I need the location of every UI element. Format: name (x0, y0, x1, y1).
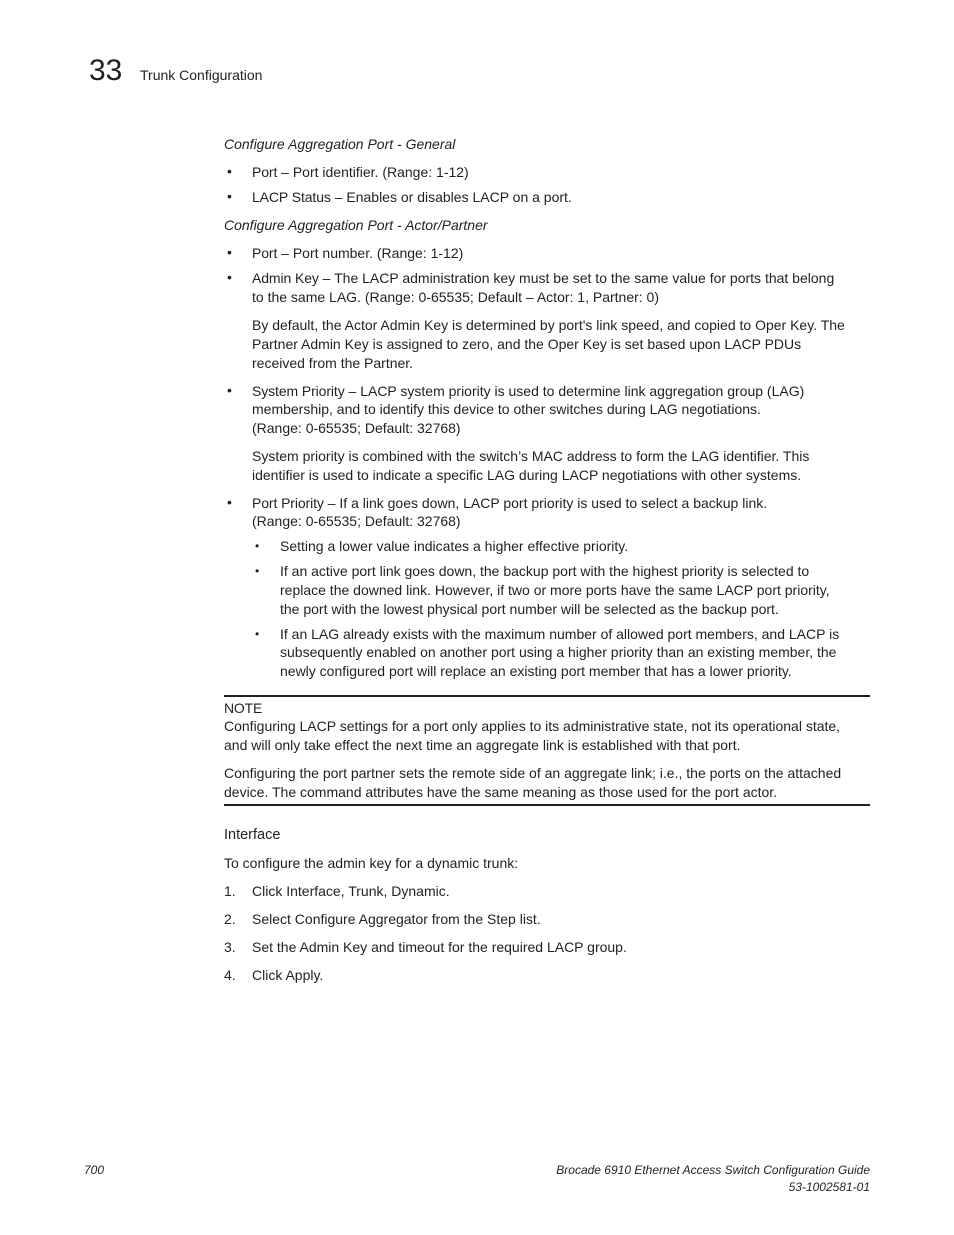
paragraph-line: By default, the Actor Admin Key is determined by port's link speed, and copied to Oper Key. The (252, 317, 845, 333)
bullet-icon: • (227, 269, 232, 285)
bullet-icon: • (227, 244, 232, 260)
sub-bullet-icon: • (255, 539, 260, 553)
bullet-icon: • (227, 188, 232, 204)
list-item (252, 494, 877, 513)
step-number: 4. (224, 967, 236, 983)
term-port: Port (252, 245, 278, 261)
paragraph-line: Partner Admin Key is assigned to zero, and the Oper Key is set based upon LACP PDUs (252, 336, 802, 352)
term-system-priority: System Priority (252, 383, 345, 399)
chapter-title: Trunk Configuration (140, 67, 263, 83)
sub-list-item: Setting a lower value indicates a higher effective priority. (280, 538, 629, 554)
step-text: Click Interface, Trunk, Dynamic. (252, 883, 450, 899)
text-line: to the same LAG. (Range: 0-65535; Default – Actor: 1, Partner: 0) (252, 289, 659, 305)
page-number: 700 (84, 1163, 105, 1177)
term-description: – Port identifier. (Range: 1-12) (277, 164, 469, 180)
term-description: – The LACP administration key must be set to the same value for ports that belong (318, 270, 835, 286)
note-text-line: Configuring LACP settings for a port only applies to its administrative state, not its operational state, (224, 718, 841, 734)
term-port: Port (252, 164, 278, 180)
interface-heading: Interface (224, 827, 281, 843)
sub-bullet-icon: • (255, 627, 260, 641)
note-label: NOTE (224, 700, 263, 716)
sub-list-item-line: replace the downed link. However, if two or more ports have the same LACP port priority, (280, 582, 830, 598)
bullet-icon: • (227, 382, 232, 398)
sub-list-item-line: subsequently enabled on another port using a higher priority than an existing member, the (280, 644, 837, 660)
term-admin-key: Admin Key (252, 270, 319, 286)
step-text: Select Configure Aggregator from the Step list. (252, 911, 541, 927)
note-top-rule (224, 695, 870, 697)
interface-intro: To configure the admin key for a dynamic trunk: (224, 855, 519, 871)
term-description: – LACP system priority is used to determine link aggregation group (LAG) (344, 383, 805, 399)
actor-heading: Configure Aggregation Port - Actor/Partner (224, 217, 488, 233)
sub-list-item-line: newly configured port will replace an existing port member that has a lower priority. (280, 663, 792, 679)
doc-number: 53-1002581-01 (788, 1180, 870, 1194)
list-item (252, 163, 877, 182)
sub-list-item-line: the port with the lowest physical port number will be selected as the backup port. (280, 601, 779, 617)
paragraph-line: System priority is combined with the switch’s MAC address to form the LAG identifier. This (252, 448, 810, 464)
note-text-line: Configuring the port partner sets the remote side of an aggregate link; i.e., the ports on the attached (224, 765, 842, 781)
term-description: – Port number. (Range: 1-12) (277, 245, 464, 261)
step-number: 1. (224, 883, 236, 899)
step-number: 3. (224, 939, 236, 955)
chapter-number: 33 (89, 54, 123, 87)
text-line: membership, and to identify this device to other switches during LAG negotiations. (252, 401, 761, 417)
list-item (252, 382, 877, 401)
sub-list-item: If an LAG already exists with the maximum number of allowed port members, and LACP is (280, 626, 840, 642)
term-port-priority: Port Priority (252, 495, 324, 511)
term-description: – Enables or disables LACP on a port. (330, 189, 572, 205)
note-text-line: device. The command attributes have the same meaning as those used for the port actor. (224, 784, 778, 800)
text-line: (Range: 0-65535; Default: 32768) (252, 513, 461, 529)
step-text: Set the Admin Key and timeout for the required LACP group. (252, 939, 627, 955)
note-text-line: and will only take effect the next time an aggregate link is established with that port. (224, 737, 741, 753)
note-bottom-rule (224, 804, 870, 806)
step-number: 2. (224, 911, 236, 927)
step-text: Click Apply. (252, 967, 324, 983)
list-item (252, 244, 877, 263)
paragraph-line: identifier is used to indicate a specific LAG during LACP negotiations with other systems. (252, 467, 802, 483)
bullet-icon: • (227, 163, 232, 179)
paragraph-line: received from the Partner. (252, 355, 414, 371)
general-heading: Configure Aggregation Port - General (224, 136, 456, 152)
term-description: – If a link goes down, LACP port priority is used to select a backup link. (323, 495, 768, 511)
list-item (252, 269, 877, 288)
list-item (252, 188, 877, 207)
sub-list-item: If an active port link goes down, the backup port with the highest priority is selected to (280, 563, 810, 579)
guide-title: Brocade 6910 Ethernet Access Switch Configuration Guide (556, 1163, 870, 1177)
bullet-icon: • (227, 494, 232, 510)
term-lacp-status: LACP Status (252, 189, 331, 205)
text-line: (Range: 0-65535; Default: 32768) (252, 420, 461, 436)
sub-bullet-icon: • (255, 564, 260, 578)
